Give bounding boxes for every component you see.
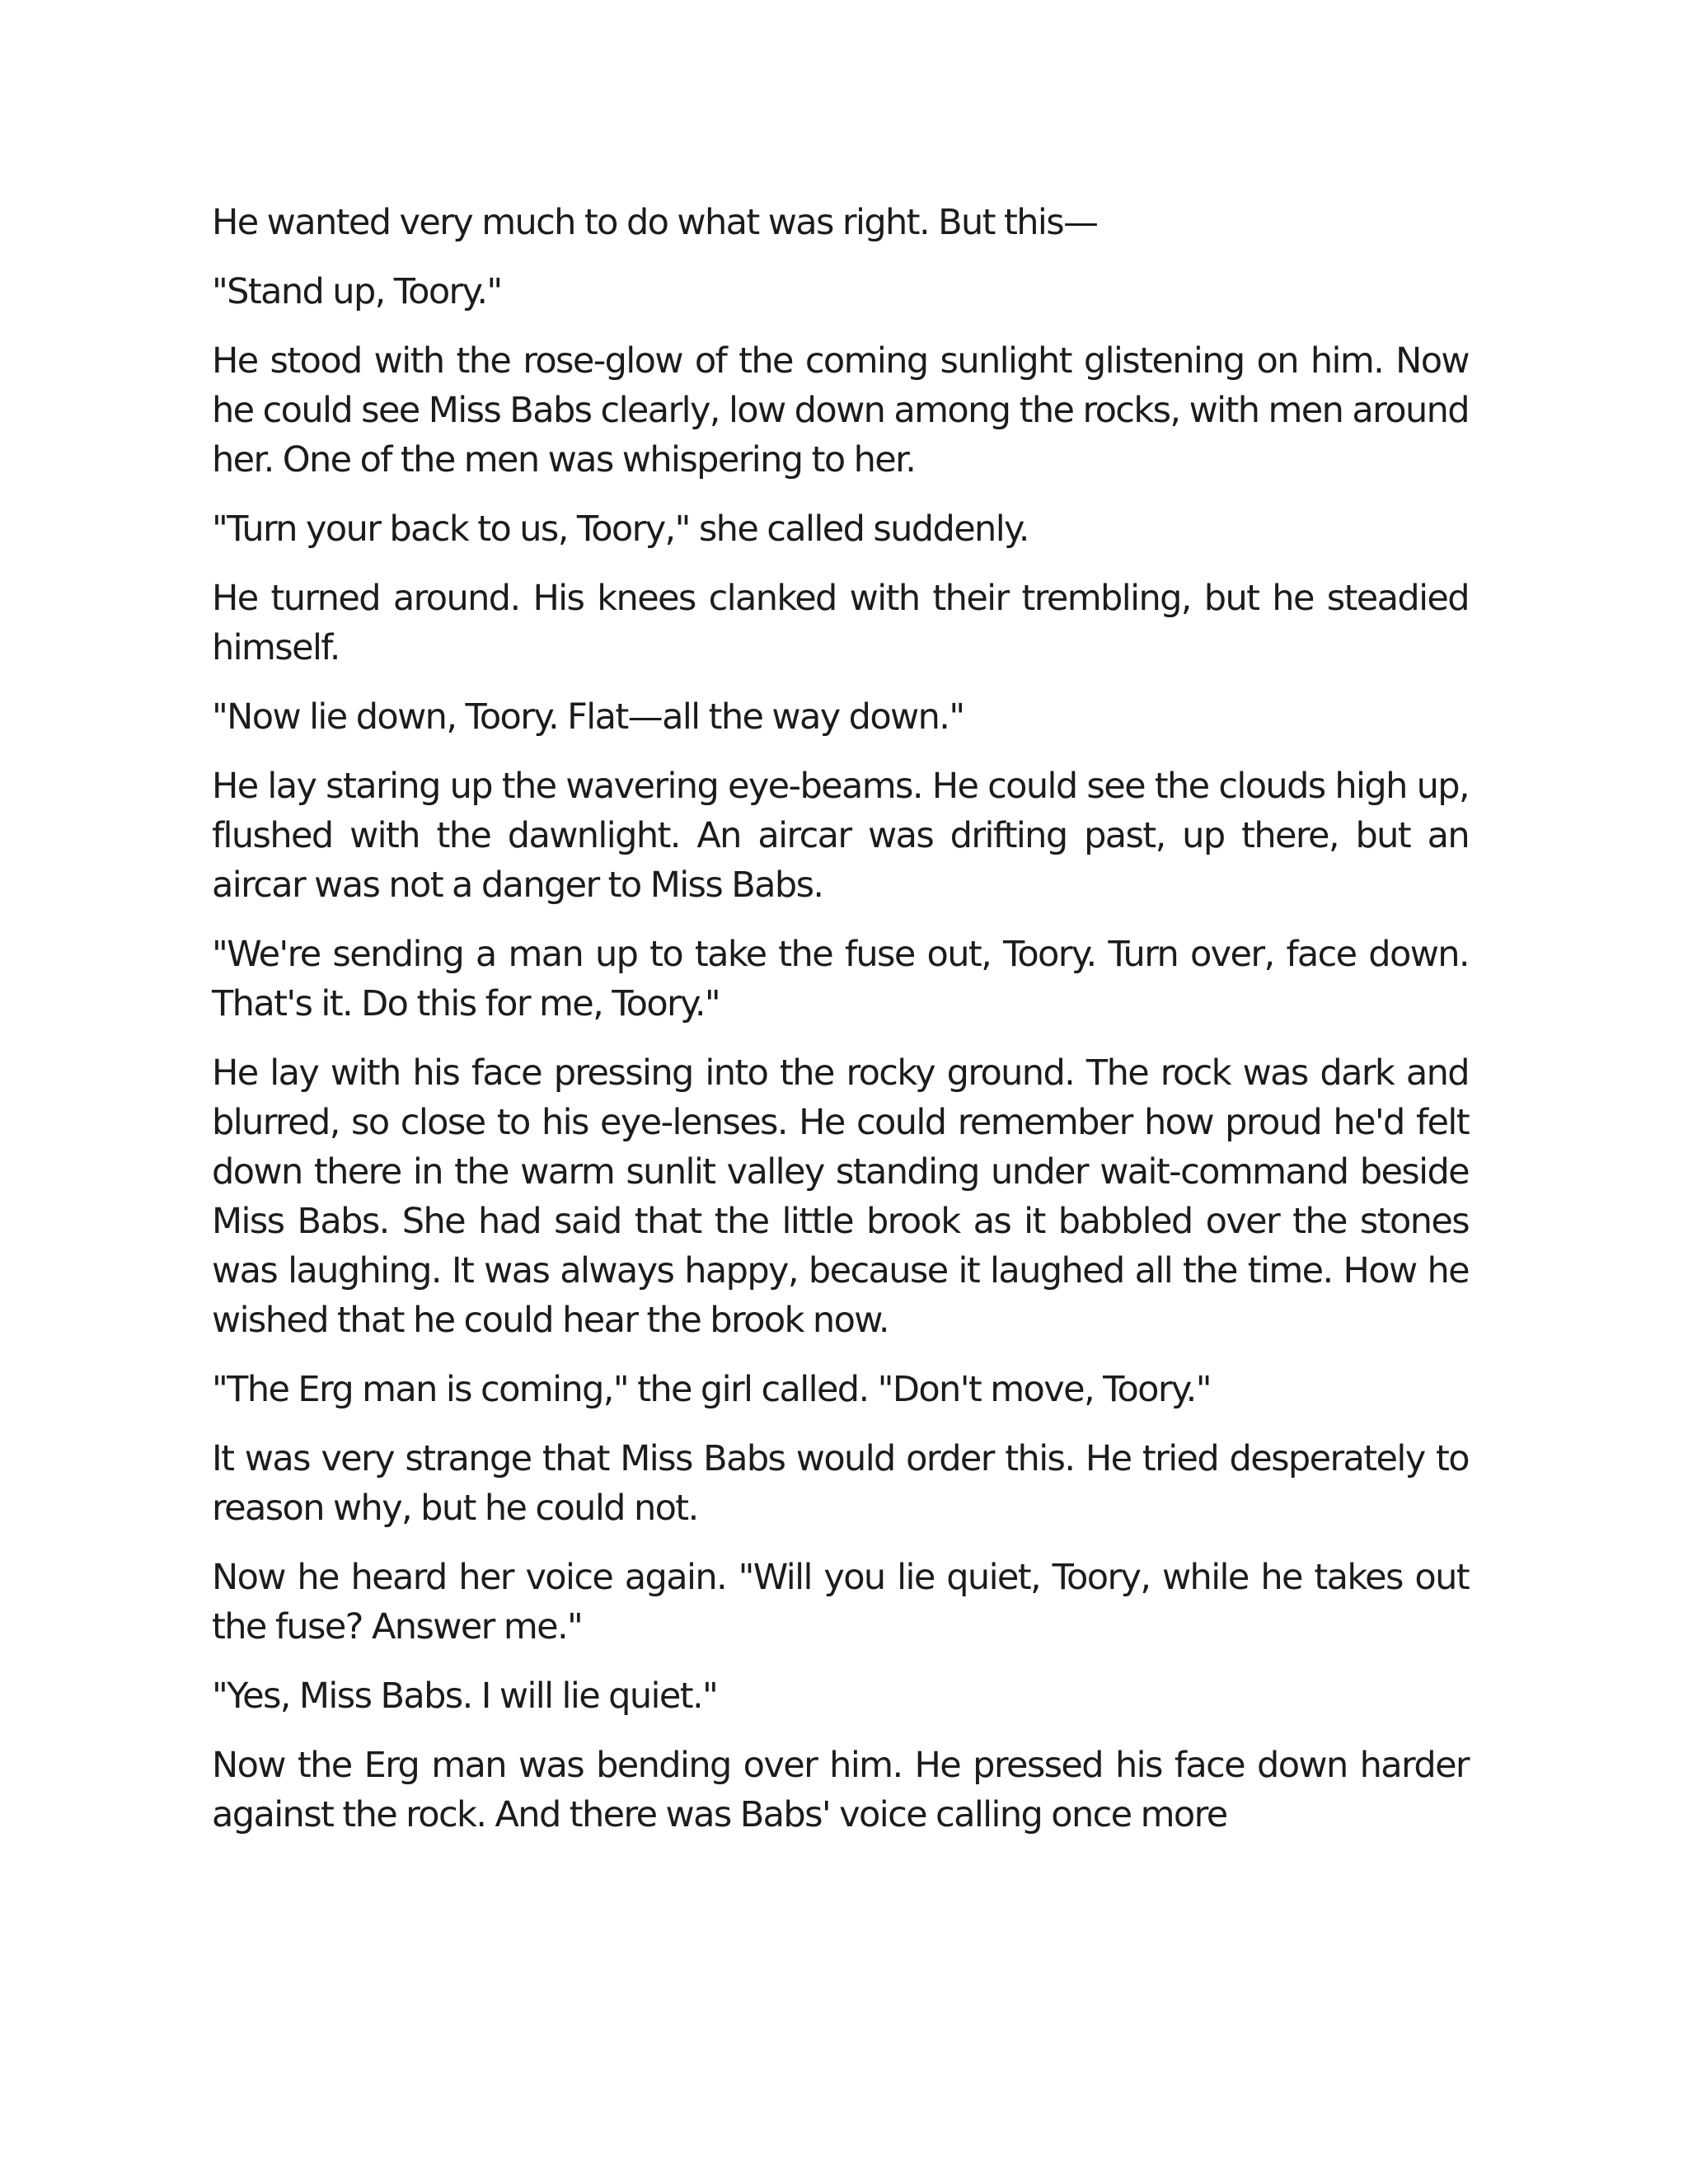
paragraph: Now he heard her voice again. "Will you lie quiet, Toory, while he takes out the fuse? Answer me." (212, 1557, 1469, 1647)
paragraph: "The Erg man is coming," the girl called. "Don't move, Toory." (212, 1369, 1211, 1410)
paragraph: "Now lie down, Toory. Flat—all the way down." (212, 696, 964, 738)
paragraph: It was very strange that Miss Babs would order this. He tried desperately to reason why, but he could not. (212, 1438, 1469, 1529)
paragraph: He lay with his face pressing into the rocky ground. The rock was dark and blurred, so close to his eye-lenses. He could remember how proud he'd felt down there in the warm sunlit valley standing under wait-command beside Miss Babs. She had said that the little brook as it babbled over the stones was laughing. It was always happy, because it laughed all the time. How he wished that he could hear the brook now. (212, 1052, 1469, 1341)
paragraph: "Yes, Miss Babs. I will lie quiet." (212, 1675, 718, 1717)
paragraph: Now the Erg man was bending over him. He pressed his face down harder against the rock. And there was Babs' voice calling once more (212, 1745, 1469, 1835)
body-text (212, 198, 1469, 1859)
paragraph: He stood with the rose-glow of the coming sunlight glistening on him. Now he could see Miss Babs clearly, low down among the rocks, with men around her. One of the men was whispering to her. (212, 340, 1469, 480)
paragraph: "We're sending a man up to take the fuse out, Toory. Turn over, face down. That's it. Do this for me, Toory." (212, 934, 1469, 1024)
paragraph: He wanted very much to do what was right. But this— (212, 202, 1098, 243)
paragraph: "Stand up, Toory." (212, 271, 502, 312)
paragraph: He lay staring up the wavering eye-beams. He could see the clouds high up, flushed with the dawnlight. An aircar was drifting past, up there, but an aircar was not a danger to Miss Babs. (212, 766, 1469, 906)
paragraph: He turned around. His knees clanked with their trembling, but he steadied himself. (212, 578, 1469, 668)
paragraph: "Turn your back to us, Toory," she called suddenly. (212, 509, 1029, 550)
